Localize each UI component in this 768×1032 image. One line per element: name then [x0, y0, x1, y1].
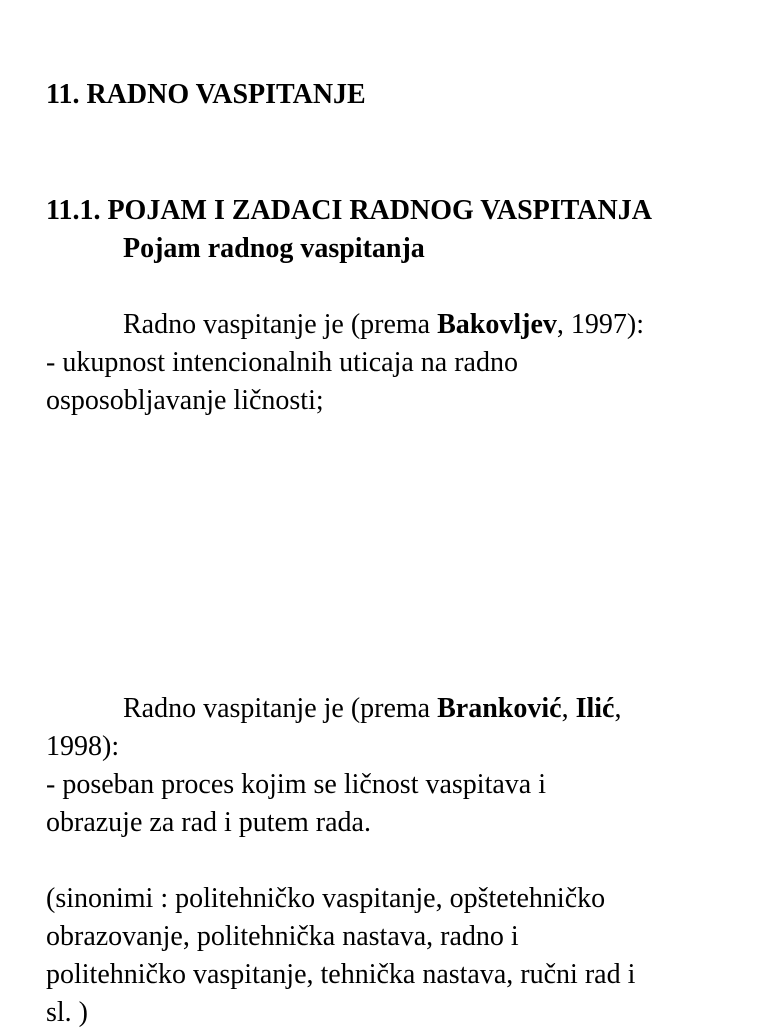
- subsection-title: Pojam radnog vaspitanja: [123, 233, 425, 264]
- definition-2-intro: [46, 690, 768, 728]
- chapter-title: 11. RADNO VASPITANJE: [46, 79, 366, 110]
- definition-2-line-1: - poseban proces kojim se ličnost vaspitava i: [46, 769, 546, 800]
- definition-1-intro: [46, 306, 768, 344]
- definition-1-line-1: - ukupnost intencionalnih uticaja na radno: [46, 347, 518, 378]
- definition-2-comma: ,: [614, 693, 622, 724]
- synonyms-line-2: obrazovanje, politehnička nastava, radno i: [46, 921, 519, 952]
- definition-1-intro-text: Radno vaspitanje je (prema: [123, 309, 438, 340]
- definition-2-author-1: Branković: [437, 693, 562, 724]
- definition-1-author: Bakovljev: [437, 309, 557, 340]
- definition-2-separator: ,: [561, 693, 576, 724]
- synonyms-line-3: politehničko vaspitanje, tehnička nastava, ručni rad i: [46, 959, 636, 990]
- synonyms-line-1: (sinonimi : politehničko vaspitanje, opštetehničko: [46, 883, 606, 914]
- section-title: 11.1. POJAM I ZADACI RADNOG VASPITANJA: [46, 195, 652, 226]
- synonyms-line-4: sl. ): [46, 997, 88, 1028]
- definition-2-intro-text: Radno vaspitanje je (prema: [123, 693, 438, 724]
- definition-2-line-2: obrazuje za rad i putem rada.: [46, 807, 371, 838]
- definition-1-year: , 1997):: [556, 309, 645, 340]
- definition-2-year: 1998):: [46, 731, 120, 762]
- definition-1-line-2: osposobljavanje ličnosti;: [46, 385, 324, 416]
- definition-2-author-2: Ilić: [575, 693, 615, 724]
